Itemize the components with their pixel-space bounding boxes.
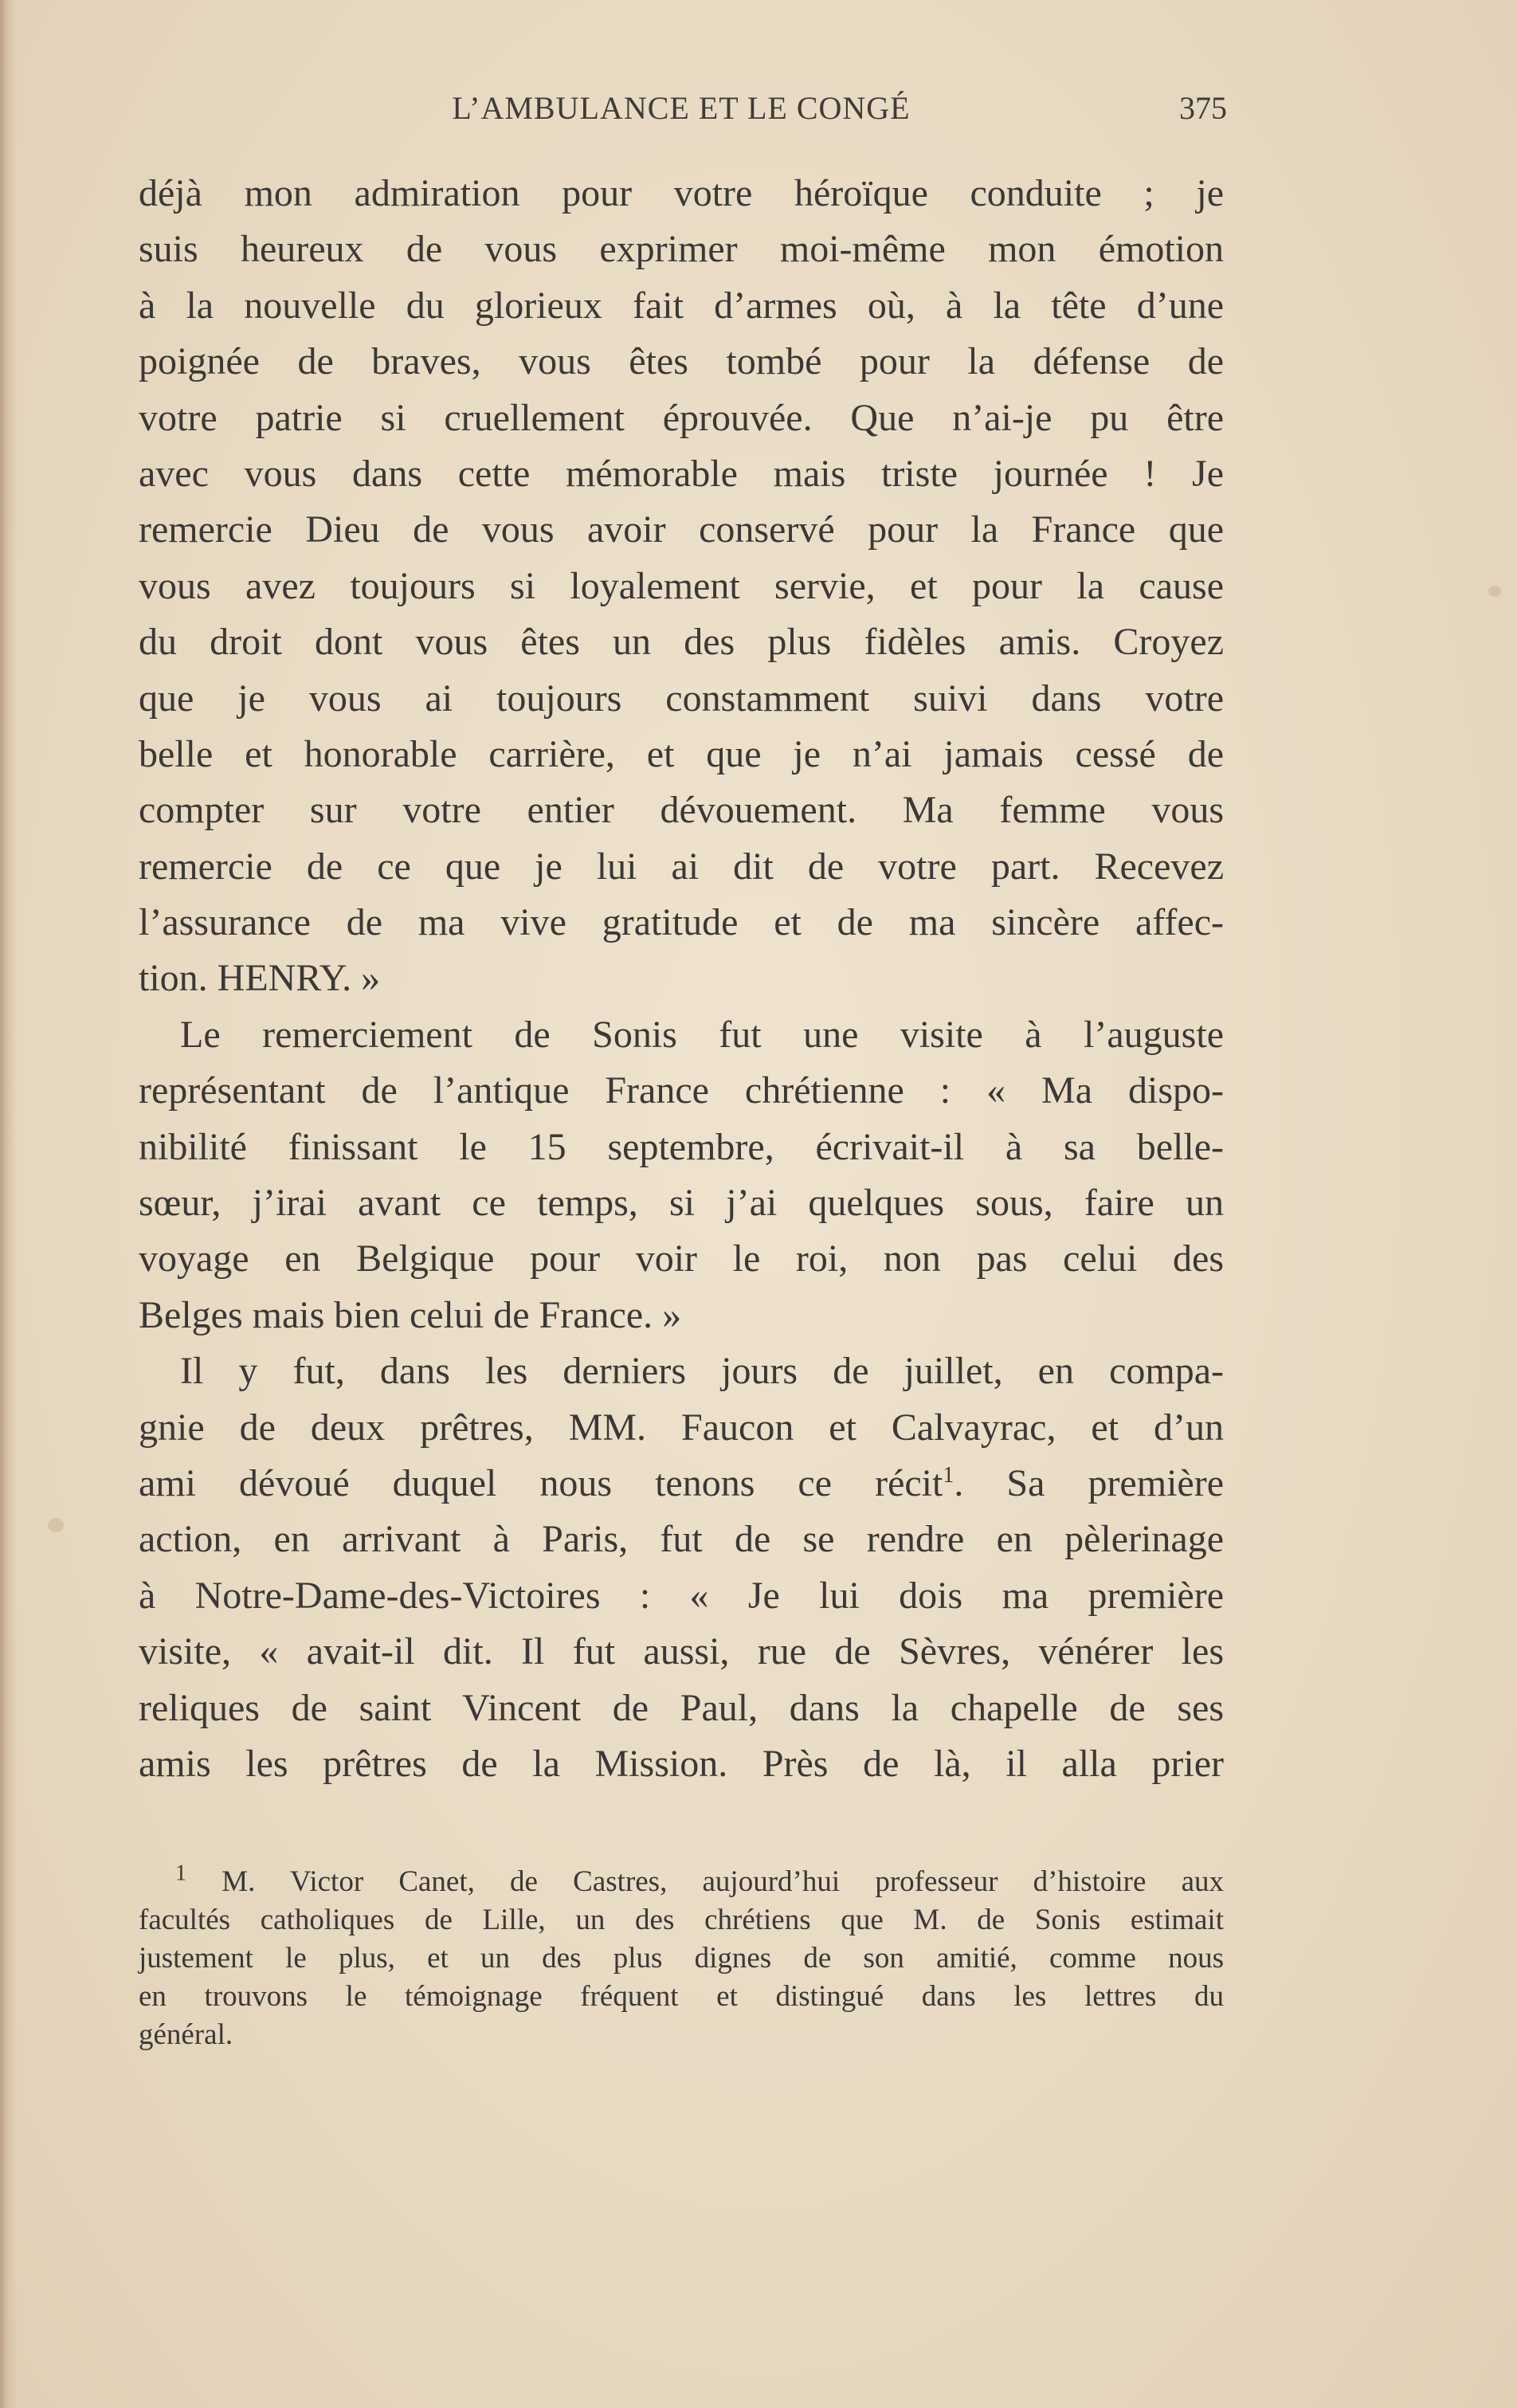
body-text	[139, 166, 1224, 1792]
text-line: vous avez toujours si loyalement servie, et pour la cause	[139, 564, 1224, 607]
text-line: l’assurance de ma vive gratitude et de ma sincère affec-	[139, 901, 1224, 944]
text-line: déjà mon admiration pour votre héroïque conduite ; je	[139, 172, 1224, 214]
text-line: reliques de saint Vincent de Paul, dans la chapelle de ses	[139, 1686, 1224, 1729]
page-binding-edge	[0, 0, 18, 2408]
text-line: nibilité finissant le 15 septembre, écrivait-il à sa belle-	[139, 1125, 1224, 1168]
text-line-with-note-ref	[139, 1456, 1224, 1512]
text-line: gnie de deux prêtres, MM. Faucon et Calvayrac, et d’un	[139, 1406, 1224, 1449]
paragraph-start-line: Le remerciement de Sonis fut une visite à l’auguste	[180, 1013, 1224, 1056]
text-line: visite, « avait-il dit. Il fut aussi, rue de Sèvres, vénérer les	[139, 1630, 1224, 1673]
text-line: à la nouvelle du glorieux fait d’armes où, à la tête d’une	[139, 284, 1224, 327]
text-line: remercie Dieu de vous avoir conservé pour la France que	[139, 508, 1224, 551]
footnote-marker: 1	[175, 1861, 186, 1886]
footnote-reference: 1	[943, 1462, 954, 1488]
text-line: poignée de braves, vous êtes tombé pour la défense de	[139, 340, 1224, 383]
text-line: que je vous ai toujours constamment suivi dans votre	[139, 677, 1224, 720]
text-line: Belges mais bien celui de France. »	[139, 1293, 682, 1336]
text-line: suis heureux de vous exprimer moi-même mon émotion	[139, 228, 1224, 271]
running-title: L’AMBULANCE ET LE CONGÉ	[452, 90, 911, 126]
text-line: compter sur votre entier dévouement. Ma femme vous	[139, 789, 1224, 832]
text-line: remercie de ce que je lui ai dit de votre part. Recevez	[139, 845, 1224, 888]
footnote-line: en trouvons le témoignage fréquent et distingué dans les lettres du	[139, 1980, 1224, 2013]
footnote-line: justement le plus, et un des plus dignes de son amitié, comme nous	[139, 1942, 1224, 1975]
paragraph-start-line: Il y fut, dans les derniers jours de juillet, en compa-	[180, 1350, 1224, 1393]
text-fragment: . Sa première	[954, 1461, 1224, 1504]
footnote-line: facultés catholiques de Lille, un des chrétiens que M. de Sonis estimait	[139, 1904, 1224, 1936]
footnote-text: M. Victor Canet, de Castres, aujourd’hui professeur d’histoire aux	[221, 1865, 1225, 1898]
running-header	[135, 89, 1227, 137]
text-line: sœur, j’irai avant ce temps, si j’ai quelques sous, faire un	[139, 1182, 1224, 1225]
footnote-line: général.	[139, 2018, 233, 2051]
paper-foxing-spot	[48, 1518, 64, 1532]
paper-foxing-spot	[1488, 586, 1501, 597]
text-line: action, en arrivant à Paris, fut de se rendre en pèlerinage	[139, 1518, 1224, 1561]
text-line: à Notre-Dame-des-Victoires : « Je lui dois ma première	[139, 1574, 1224, 1617]
page-number: 375	[1179, 90, 1227, 126]
text-line: représentant de l’antique France chrétienne : « Ma dispo-	[139, 1069, 1224, 1112]
footnote-line	[139, 1863, 1224, 1901]
text-fragment: ami dévoué duquel nous tenons ce récit	[139, 1461, 943, 1504]
text-line: belle et honorable carrière, et que je n’ai jamais cessé de	[139, 732, 1224, 775]
text-line: avec vous dans cette mémorable mais triste journée ! Je	[139, 452, 1224, 495]
text-line: votre patrie si cruellement éprouvée. Que n’ai-je pu être	[139, 396, 1224, 439]
text-line-signature	[139, 951, 1224, 1006]
signature-henry: HENRY. »	[217, 957, 381, 1000]
text-line: amis les prêtres de la Mission. Près de là, il alla prier	[139, 1742, 1224, 1785]
footnote	[139, 1863, 1224, 2054]
text-fragment: tion.	[139, 957, 208, 1000]
text-line: du droit dont vous êtes un des plus fidèles amis. Croyez	[139, 621, 1224, 664]
text-line: voyage en Belgique pour voir le roi, non pas celui des	[139, 1237, 1224, 1280]
